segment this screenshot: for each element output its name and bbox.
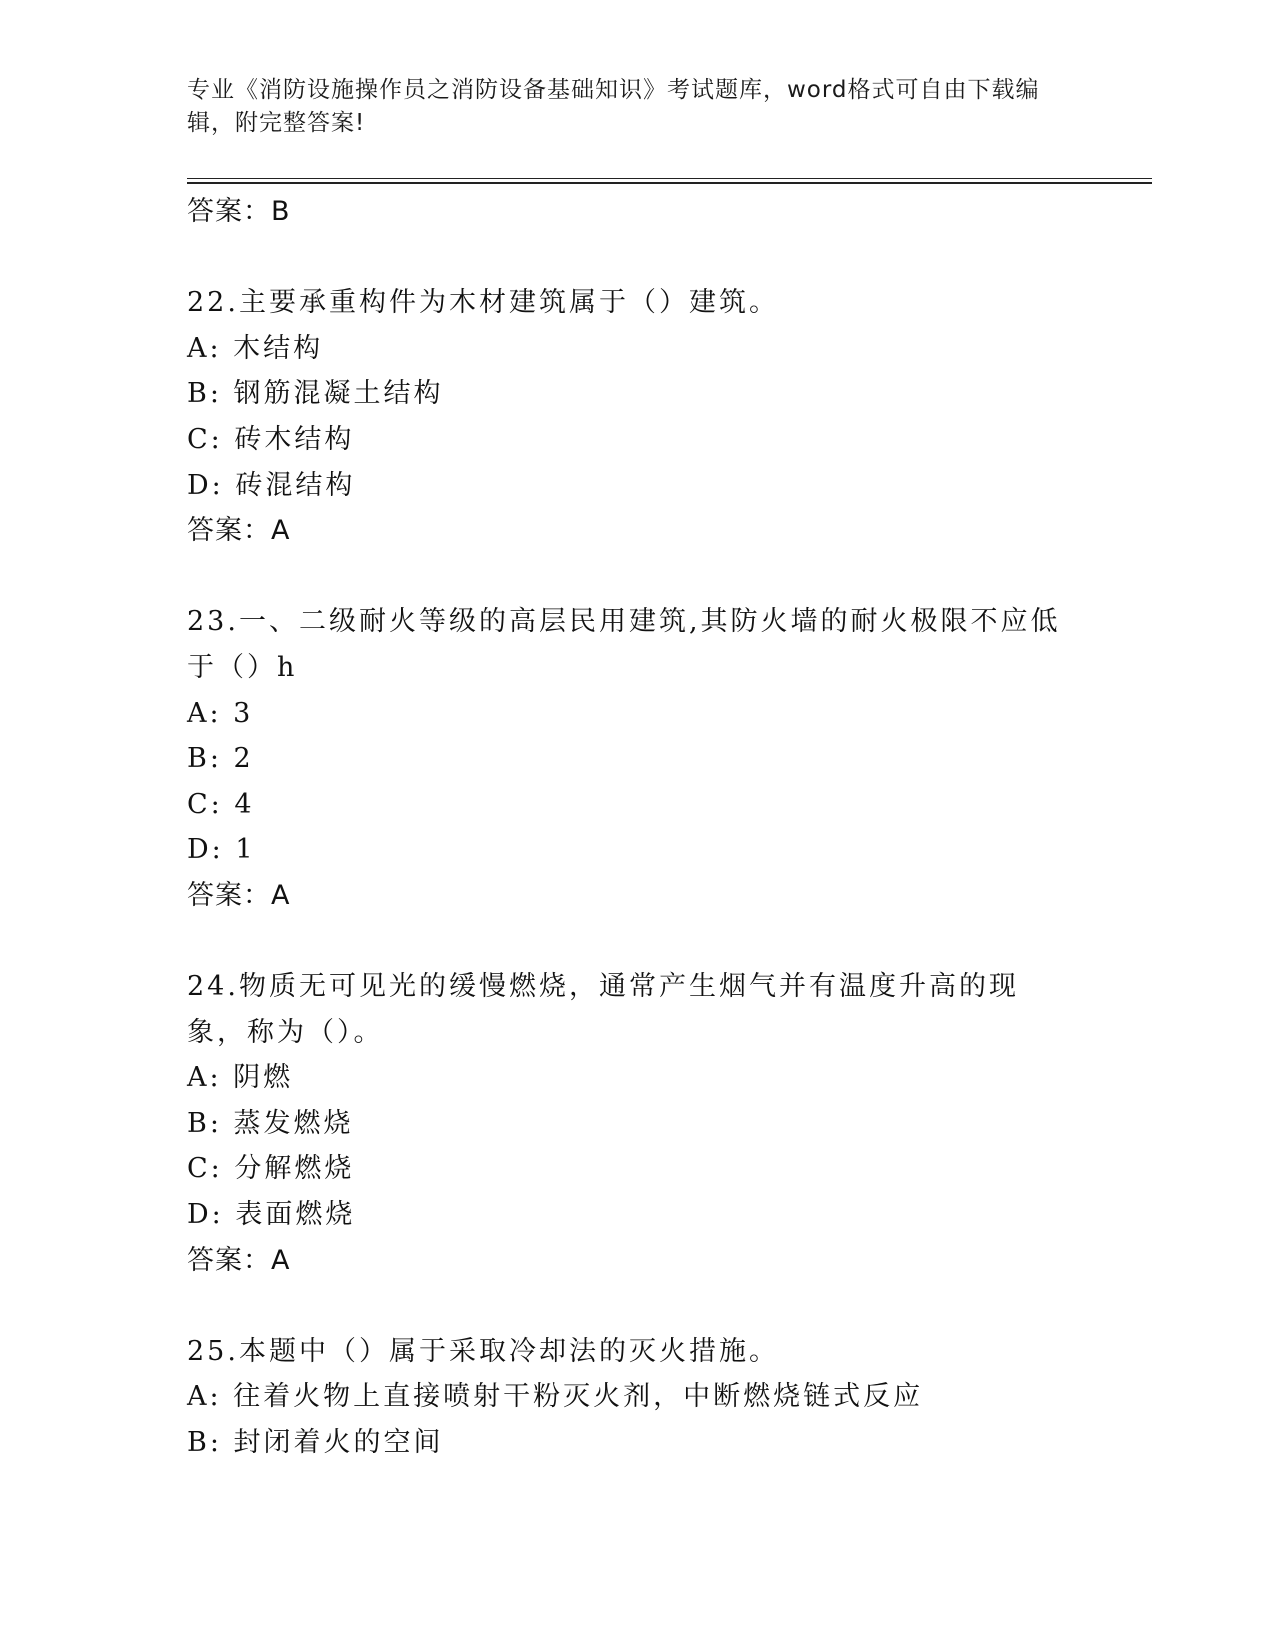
- question-23-option-d: D: 1: [187, 834, 256, 866]
- question-22-answer: 答案：A: [187, 515, 291, 547]
- question-23-option-a: A: 3: [187, 697, 254, 729]
- question-23-answer: 答案：A: [187, 879, 291, 911]
- question-25-stem: 25.本题中（）属于采取冷却法的灭火措施。: [187, 1335, 779, 1367]
- spacer: [187, 919, 1087, 965]
- question-23-option-c: C: 4: [187, 788, 255, 820]
- question-24-answer: 答案：A: [187, 1244, 291, 1276]
- question-22-option-c: C: 砖木结构: [187, 423, 355, 455]
- previous-answer: 答案：B: [187, 196, 291, 227]
- question-22-option-a: A: 木结构: [187, 332, 324, 364]
- question-23-option-b: B: 2: [187, 743, 254, 775]
- document-header: 专业《消防设施操作员之消防设备基础知识》考试题库，word格式可自由下载编辑，附完整答案!: [187, 77, 1040, 136]
- header-divider-top: [187, 178, 1152, 179]
- question-24-option-d: D: 表面燃烧: [187, 1199, 356, 1231]
- question-24-option-c: C: 分解燃烧: [187, 1153, 355, 1185]
- question-24-stem: 24.物质无可见光的缓慢燃烧，通常产生烟气并有温度升高的现象，称为（）。: [187, 971, 1019, 1048]
- question-list: [187, 189, 1087, 1466]
- question-24-option-a: A: 阴燃: [187, 1062, 294, 1094]
- question-22-stem: 22.主要承重构件为木材建筑属于（）建筑。: [187, 287, 779, 319]
- question-25-option-a: A: 往着火物上直接喷射干粉灭火剂，中断燃烧链式反应: [187, 1381, 924, 1413]
- spacer: [187, 554, 1087, 600]
- question-23-stem: 23.一、二级耐火等级的高层民用建筑,其防火墙的耐火极限不应低于（）h: [187, 606, 1061, 683]
- question-22-option-b: B: 钢筋混凝土结构: [187, 378, 444, 410]
- header-divider-bottom: [187, 182, 1152, 184]
- spacer: [187, 235, 1087, 281]
- question-25-option-b: B: 封闭着火的空间: [187, 1427, 444, 1459]
- spacer: [187, 1283, 1087, 1329]
- question-24-option-b: B: 蒸发燃烧: [187, 1107, 354, 1139]
- question-22-option-d: D: 砖混结构: [187, 469, 356, 501]
